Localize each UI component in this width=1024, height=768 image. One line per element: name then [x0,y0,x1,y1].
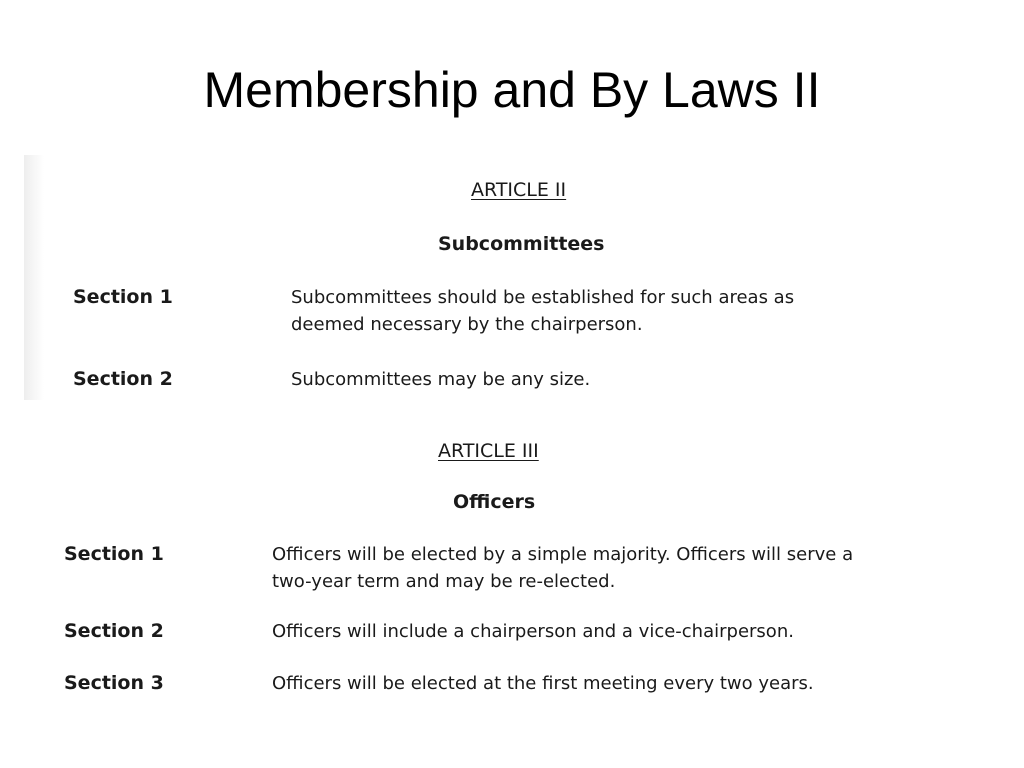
article-ii-subtitle: Subcommittees [438,233,605,255]
article-ii-heading: ARTICLE II [471,179,567,201]
article-iii-section-1-label: Section 1 [64,543,164,565]
article-ii-section-2-label: Section 2 [73,368,173,390]
article-ii-section-1-text: Subcommittees should be established for such areas as deemed necessary by the chairperson. [291,287,795,335]
scan-edge-shadow [24,155,44,400]
article-iii-section-2-text: Officers will include a chairperson and a vice-chairperson. [272,621,794,642]
article-ii-section-2-text: Subcommittees may be any size. [291,369,591,390]
article-ii-section-1-label: Section 1 [73,286,173,308]
article-iii-subtitle: Officers [453,491,536,513]
slide-title: Membership and By Laws II [203,62,821,118]
article-iii-section-3-text: Officers will be elected at the first meeting every two years. [272,673,814,694]
article-iii-section-3-label: Section 3 [64,672,164,694]
article-iii-section-2-label: Section 2 [64,620,164,642]
article-iii-section-1-text: Officers will be elected by a simple majority. Officers will serve a two-year term and may be re-elected. [272,544,854,592]
article-iii-heading: ARTICLE III [438,440,539,462]
